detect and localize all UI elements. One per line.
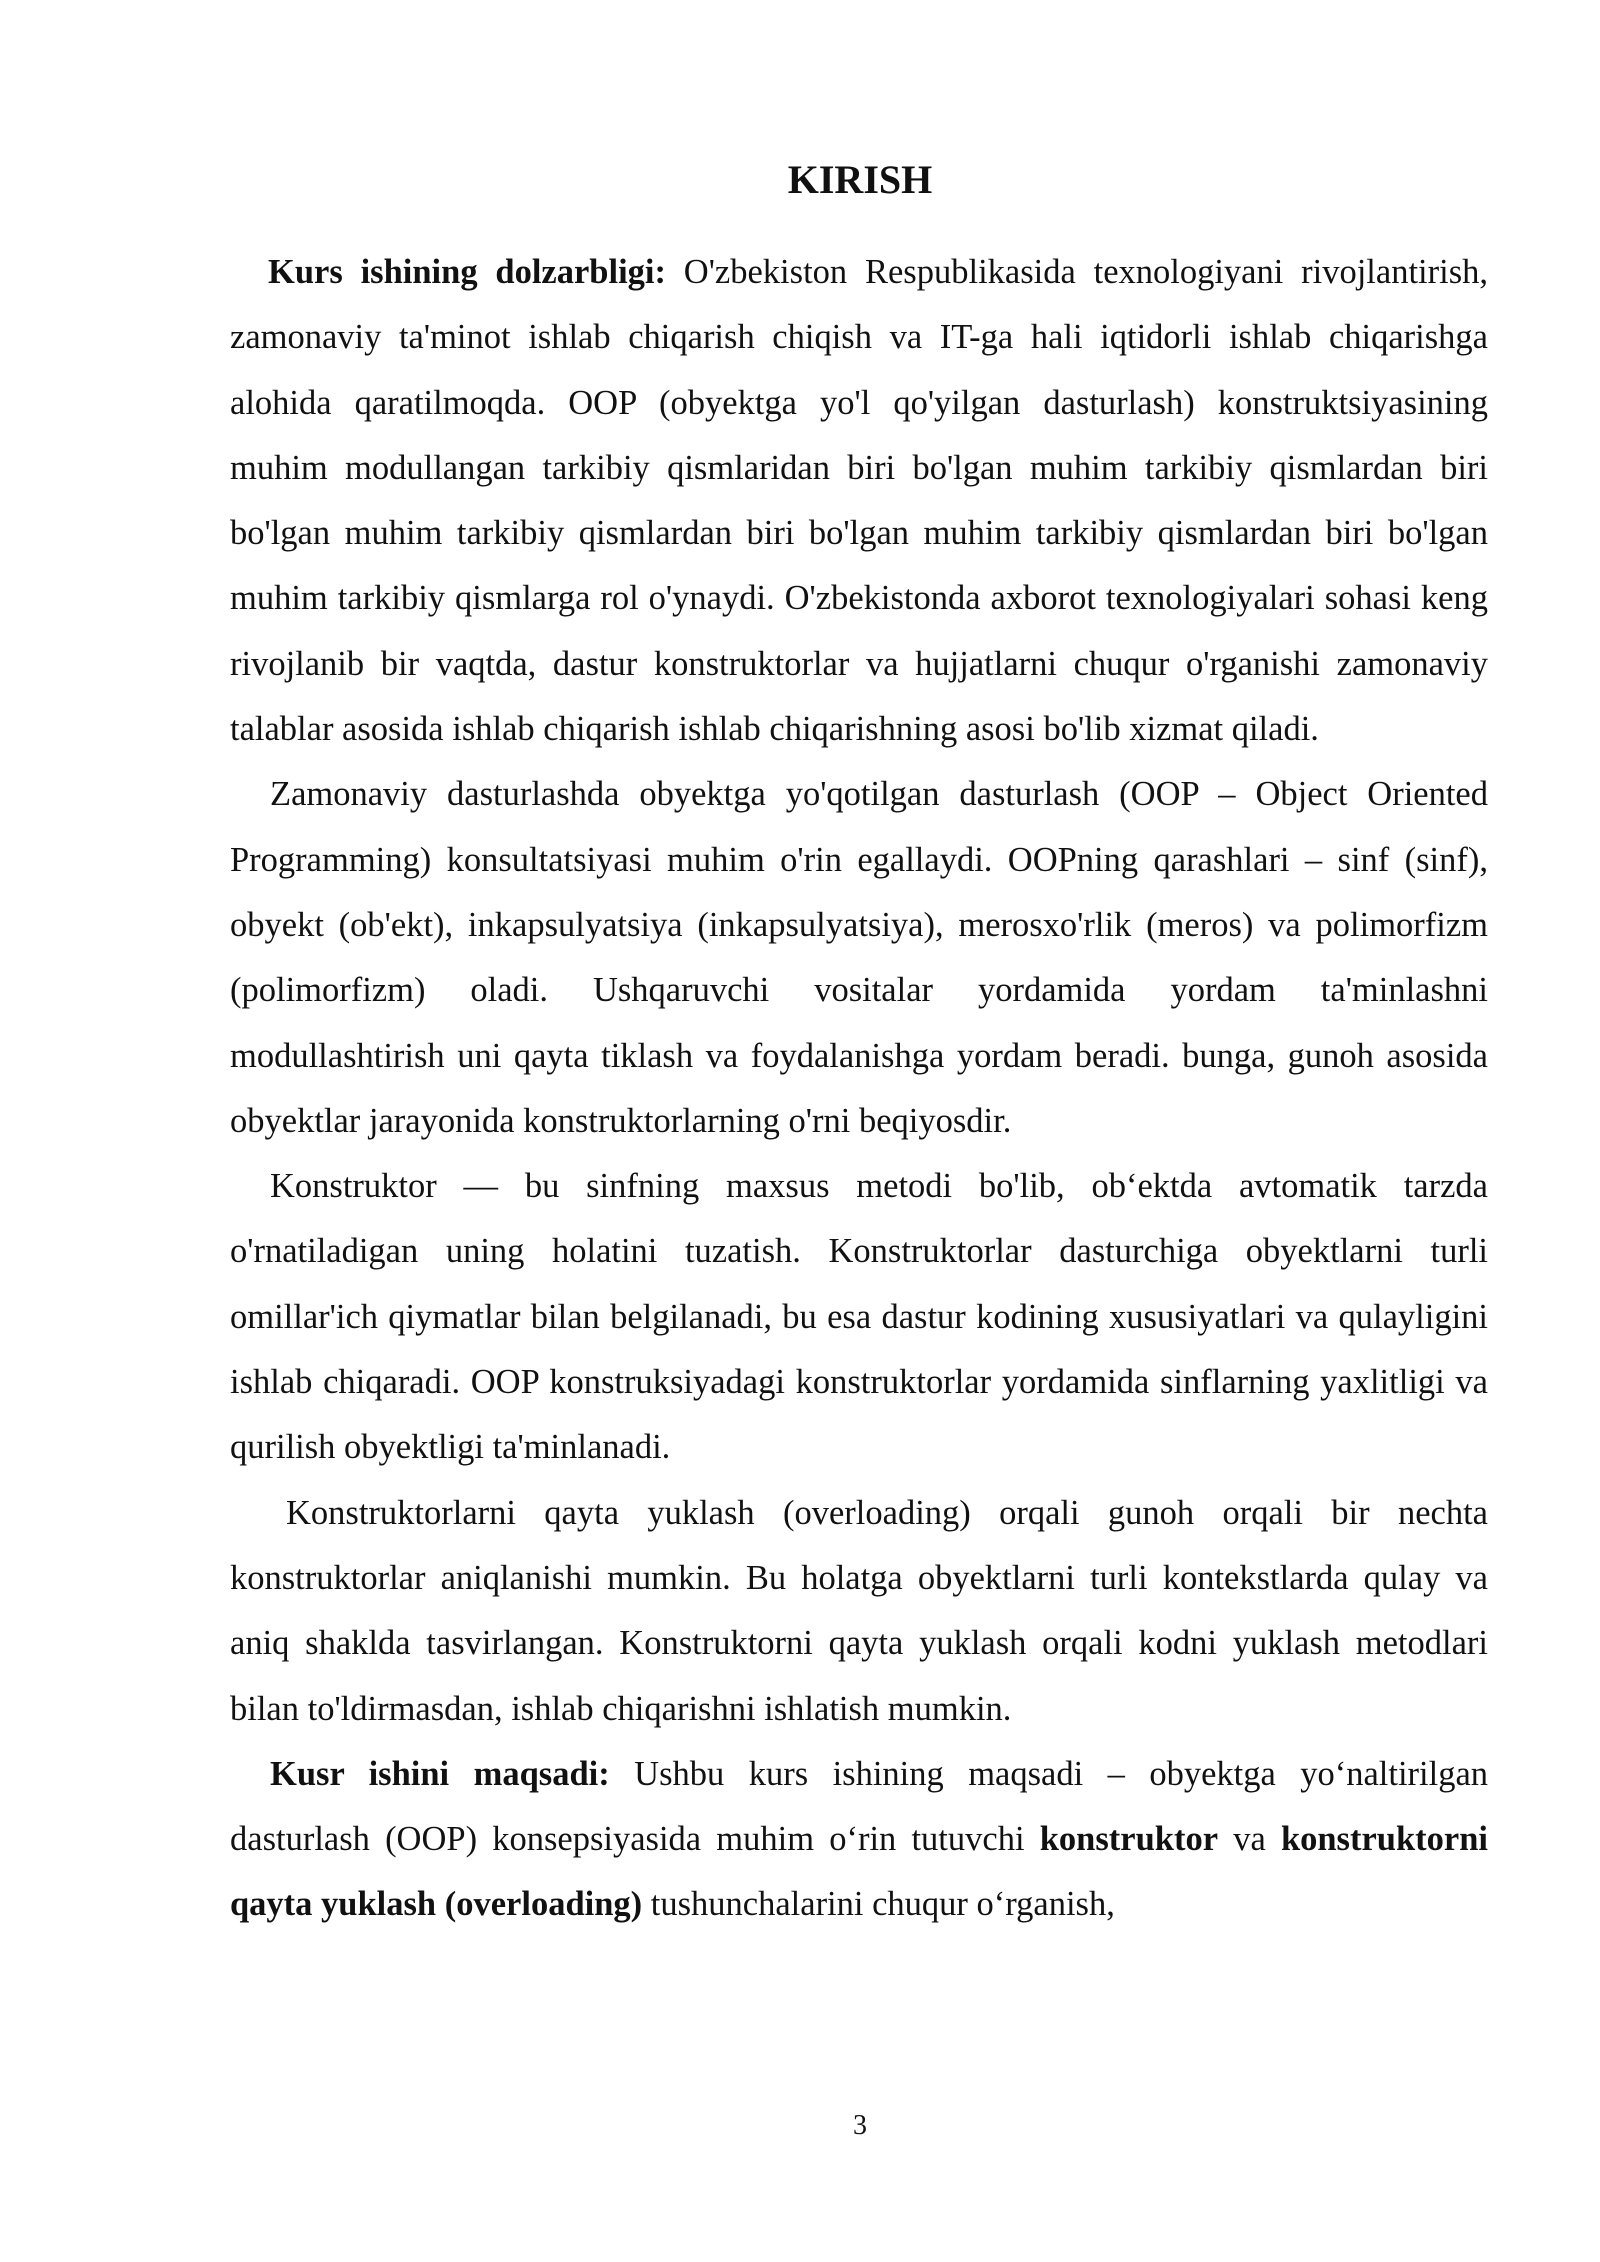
goal-heading: Kusr ishini maqsadi: xyxy=(270,1754,610,1793)
relevance-heading: Kurs ishining dolzarbligi: xyxy=(268,253,666,291)
goal-text-part-1: Ushbu kurs ishining maqsadi – obyektga yo‘naltirilgan dasturlash (OOP) konsepsiyasida muhim o‘rin tutuvchi xyxy=(230,1754,1489,1859)
paragraph-goal xyxy=(230,1742,1488,1938)
page-number: 3 xyxy=(853,2110,867,2141)
goal-term-overloading: konstruktorni qayta yuklash (overloading) xyxy=(230,1820,1488,1924)
paragraph-relevance xyxy=(230,240,1488,762)
paragraph-constructor: Konstruktor — bu sinfning maxsus metodi bo'lib, ob‘ektda avtomatik tarzda o'rnatiladigan uning holatini tuzatish. Konstruktorlar dasturchiga obyektlarni turli omillar'ich qiymatlar bilan belgilanadi, bu esa dastur kodining xususiyatlari va qulayligini ishlab chiqaradi. OOP konstruksiyadagi konstruktorlar yordamida sinflarning yaxlitligi va qurilish obyektligi ta'minlanadi. xyxy=(230,1167,1488,1467)
page-title: KIRISH xyxy=(787,157,933,202)
paragraph-oop: Zamonaviy dasturlashda obyektga yo'qotilgan dasturlash (OOP – Object Oriented Programming) konsultatsiyasi muhim o'rin egallaydi. OOPning qarashlari – sinf (sinf), obyekt (ob'ekt), inkapsulyatsiya (inkapsulyatsiya), merosxo'rlik (meros) va polimorfizm (polimorfizm) oladi. Ushqaruvchi vositalar yordamida yordam ta'minlashni modullashtirish uni qayta tiklash va foydalanishga yordam beradi. bunga, gunoh asosida obyektlar jarayonida konstruktorlarning o'rni beqiyosdir. xyxy=(230,775,1488,1140)
goal-text-part-3: tushunchalarini chuqur o‘rganish, xyxy=(642,1885,1115,1924)
paragraph-overloading: Konstruktorlarni qayta yuklash (overloading) orqali gunoh orqali bir nechta konstruktorlar aniqlanishi mumkin. Bu holatga obyektlarni turli kontekstlarda qulay va aniq shaklda tasvirlangan. Konstruktorni qayta yuklash orqali kodni yuklash metodlari bilan to'ldirmasdan, ishlab chiqarishni ishlatish mumkin. xyxy=(230,1493,1488,1728)
relevance-text: O'zbekiston Respublikasida texnologiyani rivojlantirish, zamonaviy ta'minot ishlab chiqarish chiqish va IT-ga hali iqtidorli ishlab chiqarishga alohida qaratilmoqda. OOP (obyektga yo'l qo'yilgan dasturlash) konstruktsiyasining muhim modullangan tarkibiy qismlaridan biri bo'lgan muhim tarkibiy qismlardan biri bo'lgan muhim tarkibiy qismlardan biri bo'lgan muhim tarkibiy qismlardan biri bo'lgan muhim tarkibiy qismlarga rol o'ynaydi. O'zbekistonda axborot texnologiyalari sohasi keng rivojlanib bir vaqtda, dastur konstruktorlar va hujjatlarni chuqur o'rganishi zamonaviy talablar asosida ishlab chiqarish ishlab chiqarishning asosi bo'lib xizmat qiladi. xyxy=(230,253,1488,749)
document-body xyxy=(230,240,1488,1938)
goal-text-part-2: va xyxy=(1218,1820,1281,1859)
goal-term-constructor: konstruktor xyxy=(1039,1820,1219,1859)
